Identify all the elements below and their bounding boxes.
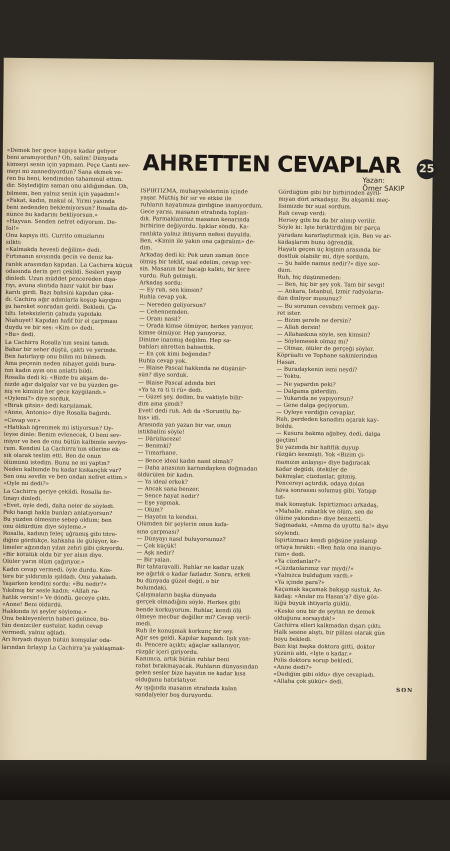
text-line: olduğunu hatırlatıyor. xyxy=(135,677,198,685)
text-line: söylendi. xyxy=(274,530,301,537)
text-line: Ölüler yarın ölüm çağırıyor.» xyxy=(2,559,85,567)
text-line: istikbalini söyle! xyxy=(137,429,185,436)
text-line: kimseyi senin için yapmam. Peçe Canti sev- xyxy=(6,161,131,170)
text-line: — Allah dersin! xyxy=(276,324,321,331)
text-line: «Kalmakda hevesli değilim» dedi. xyxy=(5,247,102,255)
text-line: Ben, «Kimin ile yakın ona çağıralım» de- xyxy=(139,237,255,246)
text-line: Hayatı geçen üç kişinin arasında bir xyxy=(277,246,381,254)
text-line: — Ankara, İstanbul, İzmir radyoların- xyxy=(277,288,384,297)
text-line: — Bence ideal kadın nasıl olmalı? xyxy=(137,457,233,465)
text-line: medi. xyxy=(135,620,152,628)
text-line: mıyan dört arkadaşız. Bu akşamki meç- xyxy=(278,196,391,204)
text-line: Dinime inanmış değilim. Hep sa- xyxy=(138,337,232,345)
text-line: kimse ölmüyor. Hep yanıyoruz. xyxy=(138,330,227,337)
text-line: — Sence hayat nedir? xyxy=(137,493,200,500)
text-line: Onu kapıya itti. Currito omuzlarını xyxy=(5,232,105,240)
text-line: bakmışlar, cüzdanlar, gitmiş. xyxy=(275,473,357,481)
text-line: fol!» xyxy=(5,225,19,232)
text-line: sandalyeler boş duruyordu. xyxy=(135,691,213,699)
text-line: — Yoktu. xyxy=(276,374,302,381)
text-line: dık. Parmaklarımız masanın kenarında xyxy=(140,216,250,224)
text-line: sün? diye sorduk. xyxy=(138,372,189,380)
text-line: rum» dedi. xyxy=(274,551,306,558)
text-line: Şu yazımda bir hafiflik duyup xyxy=(275,445,359,452)
text-line: dı. Pencere açıktı; ağaçlar sallanıyor, xyxy=(135,642,241,650)
text-line: dı. Cachira ağır adımlarla koşup kayığını xyxy=(5,296,122,304)
text-line: bahları ahretten bahsettik. xyxy=(138,344,215,352)
text-line: larından fırlayıp La Cachirraʼya yaklaşmak- xyxy=(1,644,125,652)
text-line: Ama peçenin neden nihayet geldi bura- xyxy=(4,360,117,368)
text-line: lüğü büyük ihtiyarla güldü. xyxy=(274,601,352,608)
text-line: Hasan. xyxy=(276,359,297,367)
text-line: «Ya ta ra ti ti rü» dedi. xyxy=(138,386,203,394)
text-line: olduğunu sorsaydık!» xyxy=(273,615,336,622)
text-line: Evet! dedi ruh. Adı da «Soruntlu ba- xyxy=(138,408,242,416)
text-line: vurdu. Ruh gelmişti. xyxy=(139,273,198,280)
text-line: «Anne! Beni öldürdü. xyxy=(2,601,63,609)
text-line: yaradanı kararlaştırmak için. Ben ve ar- xyxy=(277,232,392,240)
text-line: Arasında yan yazan bir var, onun xyxy=(137,422,232,430)
text-line: — Bizim şerefe ne dersin? xyxy=(277,317,352,325)
text-line: — Gene dalga geçiyorum. xyxy=(276,402,350,410)
text-line: gerçek olmadığını söyle. Herkes gibi xyxy=(136,599,241,607)
text-line: hava sonrasını solumuş gibi. Yatışıp xyxy=(275,487,377,495)
text-line: Polis doktoru sorup bekledi. xyxy=(273,657,354,665)
text-line: — Bir yalan. xyxy=(136,557,172,564)
text-line: Yaşarken kendini sordu: «Bu nedir?» xyxy=(2,580,107,588)
text-line: Gördüğüm gibi bir birbirinden ayrıl- xyxy=(278,189,382,197)
text-line: «Cüzdanlarımız var mıydı?» xyxy=(274,565,354,573)
text-line: — Nereden geliyorsun? xyxy=(139,301,206,309)
text-line: ren bu beni, kendimden tahammül ettim. xyxy=(6,176,123,184)
byline-label: Yazan: xyxy=(362,176,385,185)
text-line: Arı feryadı duyan bütün komşular oda- xyxy=(1,637,112,645)
text-line: Ölümden bir şeylerin onun kafa- xyxy=(136,521,229,529)
text-line: «Ya cüzdanlar?» xyxy=(274,558,321,565)
text-line: Rosalla, kadının feleç uğramış gibi titre- xyxy=(2,530,117,539)
text-line: dostluk olabilir mi, diye sordum. xyxy=(277,253,370,261)
text-line: Ruhla cevap yok. xyxy=(139,294,188,302)
article-title: AHRETTEN CEVAPLAR xyxy=(142,151,402,179)
text-line: bolumdaki. xyxy=(136,585,168,592)
text-line: — Tımarhane. xyxy=(137,450,178,458)
text-line: Hakkında iyi şeyler söyleme.» xyxy=(1,608,87,616)
text-line: «Yalnızca bulduğum vardı.» xyxy=(274,572,353,580)
text-line: diğini gördükçe, kahkaha ile gülüyor, ke- xyxy=(2,537,119,546)
text-line: mak konuştuk. İspirtizmacı arkadaş, xyxy=(275,501,379,509)
text-line: rum. Kendini La Cachirraʼnın ellerine ek- xyxy=(3,445,121,453)
text-line: «Dediğim gibi oldu» diye cevapladı. xyxy=(273,672,375,680)
text-line: bu dünyada güzel değil, o bir xyxy=(136,578,220,586)
text-line: Gece yarısı, masanın etrafında toplan- xyxy=(140,209,249,217)
text-line: Kaçamak kaçamak bakışıp sustuk. Ar- xyxy=(274,586,382,595)
text-line: Bazı kişi başka doktora gitti, doktor xyxy=(273,643,376,651)
text-line: Peki hangi hakla bunları anlatıyorsun? xyxy=(3,509,113,517)
text-line: bilmem, ben yalnız senin için yaşadım!» xyxy=(6,190,120,198)
text-line: rüzgârı kesmişti. Yok «Bizim çi- xyxy=(275,452,365,460)
text-line: öldürülen bir kadın. xyxy=(137,471,194,479)
text-line: «Fakat, kadın, makul ol. Yirmi yasında xyxy=(6,197,115,205)
text-line: «Bu» dedi. xyxy=(4,332,36,339)
text-line: «Cevap ver.» xyxy=(3,417,41,424)
text-line: Sağmadaki, «Amma da uyuttu ha!» diye xyxy=(274,523,389,531)
text-line: İSPİRTİZMA, muhayyelelerinin içinde xyxy=(140,188,248,196)
text-line: «Anne dedi?» xyxy=(273,664,312,672)
article-end-mark: SON xyxy=(396,687,414,694)
text-line: rüzgâr içeri giriyordu. xyxy=(135,649,199,656)
text-line: ortaya bıraktı: «Ben hala ona inanıyo- xyxy=(274,544,382,552)
table-surface xyxy=(0,760,450,800)
text-line: Pencereyi açtırdık, odaya dolan xyxy=(275,480,365,488)
text-line: Ruh cevap verdi: xyxy=(278,210,327,218)
text-line: — Ya ideal erkek? xyxy=(137,479,188,486)
text-line: odasında derin geri çekildi. Sesleri yayıp xyxy=(5,268,122,276)
text-line: — Aşk nedir? xyxy=(136,549,175,557)
text-line: Arkadaş dedi ki: Pek uzun zaman önce xyxy=(139,252,249,260)
text-line: tün denizciler sustular, kadın cevap xyxy=(1,623,103,631)
text-line: Söyle ki: İşte biriktirdiğim bir parça xyxy=(278,225,381,233)
text-line: dum. xyxy=(277,267,292,274)
text-line: leyse dinle: Benim evlenecek, O beni sev- xyxy=(3,431,122,439)
text-line: dinledi. Uzun müddet pencereden dışa- xyxy=(5,275,118,283)
text-line: Çalışmaların başka dünyada xyxy=(136,592,217,600)
text-line: Rosalla dedi ki: «Bizde bu akşam de- xyxy=(4,374,109,382)
left-column-text xyxy=(0,148,135,839)
text-line: yaşar. Müthiş bir sır ve etkisi ile xyxy=(140,195,232,203)
text-line: duydu ve bir ses: «Kim o» dedi. xyxy=(4,325,95,333)
text-line: Yıkılmış bir sesle kadın: «Allah ra- xyxy=(2,587,100,595)
text-line: Arkadaş sordu: xyxy=(139,280,183,287)
text-line: — Ben, hiç bir şey yok. Tam bir sevgi! xyxy=(277,281,385,289)
text-line: niş ve kiminiz her gece kaygılandı.» xyxy=(4,388,107,397)
text-line: Ruhla cevap yok. xyxy=(138,358,187,365)
text-line: Ağır ses geldi. Kapılar kapandı. Işık yan- xyxy=(135,635,251,643)
text-line: lisimizde bir sual sordum. xyxy=(278,203,352,211)
text-line: — Hayatın ta kendisi. xyxy=(136,514,198,522)
text-line: ret ister. xyxy=(277,310,302,317)
newspaper-page xyxy=(0,58,434,787)
text-line: — Güzel şey, dedim, bu vaktiyle bilir- xyxy=(138,393,244,402)
text-line: — Oranı nasıl? xyxy=(139,315,181,323)
text-line: tıltı. İsteksizlerin çahudu yapıdakı xyxy=(5,310,102,318)
middle-column-text xyxy=(134,188,271,849)
text-line: Köprüaltı ve Tophane sakinlerinden xyxy=(276,352,378,360)
text-line: geçtim! xyxy=(275,437,298,445)
text-line: «Hayvan. Senden nefret ediyorum. De- xyxy=(6,218,117,226)
text-line: sik olarak teslim etti. Ben de onun xyxy=(3,452,102,460)
text-line: karıtı girdi. Bazı bahsini kapıdan çıka- xyxy=(5,289,114,297)
text-line: — Daha anasının karnındayken doğmadan xyxy=(137,464,258,473)
text-line: Bu yüzden ölmesine sebep oldum; ben xyxy=(2,516,112,524)
text-line: rahat bırakmayacak. Ruhların dünyasından xyxy=(135,663,259,671)
text-line: Ruh ile konuşmak korkunç bir sey. xyxy=(135,627,234,636)
text-line: — Öyleye verdiğin cevaplar. xyxy=(276,409,356,417)
text-line: «Birak gitsin» dedi karşılamak. xyxy=(4,403,93,411)
text-line: Ruh, perdeden kanadını açarak kay- xyxy=(276,416,379,424)
text-line: nizde ağır dalgalar var ve bu yüzden ge- xyxy=(4,381,119,390)
text-line: beni aramıyordun? Oh, salim! Dünyada xyxy=(6,154,119,163)
text-line: — Eşe yapmak. xyxy=(137,500,181,507)
text-line: kadar değildi, ötekiler de xyxy=(275,466,348,474)
text-line: «Bir kötülük oldu bir yer alsın diye. xyxy=(2,552,104,560)
text-line: — Buradaykenin ismi neydi? xyxy=(276,366,358,374)
text-line: — Allahaskına söyle, sen kimsin? xyxy=(276,331,371,339)
text-line: sına çarpması? xyxy=(136,528,180,536)
text-line: sin. Masanın bir bacağı kalktı, bir kere xyxy=(139,266,250,274)
text-line: ranlık arasından kapıdan. La Cachirra küçük xyxy=(5,261,133,269)
text-line: — En çok kimi beğendin? xyxy=(138,351,211,359)
text-line: — Şu halde namus nedir?» diye sor- xyxy=(277,260,380,268)
text-line: «Hatikalı öğrenmek mi istiyorsun? Öy- xyxy=(3,424,114,432)
text-line: Ay ışığında masanın etrafında kalan xyxy=(135,684,237,692)
text-line: Ben hatırlayıp onu bilim mi bilmedi. xyxy=(4,353,107,361)
text-line: dan dinliyor musunuz? xyxy=(277,296,342,303)
text-line: «Demek her gece kapıya kadar geliyor xyxy=(6,147,117,155)
text-line: dir. Söylediğim saman onu aldığımdan. Oh, xyxy=(6,183,129,191)
text-line: — Blaise Pascal hakkında ne düşünür- xyxy=(138,365,247,373)
text-line: Niahuyet! Kapıdan hafif bir el çarpması xyxy=(5,318,118,326)
text-line: kadaş: «Anılar mı Hasan'a? diye göz- xyxy=(274,593,379,602)
text-line: dim ama şimdi? xyxy=(138,401,183,408)
text-line: — Söylemesek olmaz mı? xyxy=(276,338,349,346)
text-line: Hersey gibi bu da bir alınıp verilir. xyxy=(278,218,377,226)
text-line: Bir tahtaravalli. Ruhlar ne kadar uzak xyxy=(136,564,245,572)
text-line: Fırtınanın sıvısında gecin ve deniz ka- xyxy=(5,254,114,262)
text-line: — Orada kimse ölmüyor, herkes yanıyor, xyxy=(138,322,254,331)
byline-author: Ömer SAKIP xyxy=(362,184,405,193)
text-line: his» idi. xyxy=(138,415,161,422)
text-line: ruhların hayatımıza girdiğine inanıyordum. xyxy=(140,202,263,210)
text-line: ölmeye mecbur değiller mi? Cevap veril- xyxy=(135,613,251,622)
text-line: — Cehennemden. xyxy=(139,308,190,316)
text-line: — Blaise Pascal adında biri xyxy=(138,379,216,387)
text-line: «Allaha çok şükür» dedi. xyxy=(273,679,344,686)
text-line: — Ölüm? xyxy=(137,507,163,514)
text-line: Ruh, hiç düşünmeden: xyxy=(277,274,342,282)
text-line: meyi mi zannediyordun? Sana ekmek ve- xyxy=(6,169,123,177)
text-line: tere bir yıldırımla ışıldadı. Onu yakaladı. xyxy=(2,573,118,581)
text-line: ölmüş bir teklif, sual edelim, cevap ver- xyxy=(139,259,252,267)
text-line: «Mahalle, rahatlık ve ölüm, sen de xyxy=(275,508,374,516)
text-line: boyu bekledi. xyxy=(273,636,312,643)
text-line: nın kadın ayın onu anlattı bildi. xyxy=(4,367,94,375)
text-line: limeler ağzından yılan zehri gibi çıkıyordu. xyxy=(2,545,125,553)
text-line: — Ne yapardın peki? xyxy=(276,381,336,388)
right-column-text xyxy=(272,190,419,851)
text-line: dim. xyxy=(139,244,153,252)
text-line: «Keske onu bir de şeytan ne demek xyxy=(273,608,375,616)
text-line: ölüme yakındın» diye benzetti. xyxy=(274,515,363,523)
text-line: «Ya içinde para?» xyxy=(274,579,325,587)
text-line: — Dalgama giderdim. xyxy=(276,388,339,395)
text-line: — Dârüllaceze! xyxy=(137,436,182,443)
text-line: — Dünyayı nasıl buluyorsunuz? xyxy=(136,535,226,543)
text-line: tut- xyxy=(275,494,286,501)
text-line: — Ey ruh, sen kimsin? xyxy=(139,287,203,295)
text-line: ranlıkta yalnız ihtiyarın nefesi duyuldu. xyxy=(139,230,252,238)
text-line: Onu bekleyenlerin haberi gelince, bü- xyxy=(1,615,110,624)
text-line: hatlık versin!» Ve döndü, geceye çıktı. xyxy=(2,594,111,602)
text-line: Halk sesine alıştı, bir pillası olarak gün xyxy=(273,629,385,637)
page-number: 25 xyxy=(417,159,437,179)
text-line: — Ancak sana benzer. xyxy=(137,486,200,493)
text-line: «Öyle mi dedi?» xyxy=(3,481,49,488)
text-line: Kadın cevap vermedi, öyle durdu. Kös- xyxy=(2,566,112,574)
text-line: silkti: xyxy=(5,240,22,247)
text-line: nünce bu kadarını bekliyorsun.» xyxy=(6,211,98,219)
text-line: Cachirra elleri kalkmadan dışarı çıktı. xyxy=(273,622,382,630)
text-line: yüzünü aldı, «İşte o kadar.» xyxy=(273,650,352,658)
text-line: mamızın anlayışı» diye bağıracak xyxy=(275,459,371,467)
text-line: — Kusura bakma ağabey, dedi, dalga xyxy=(275,430,381,438)
text-line: gelen sesler bize hayatın ne kadar kısa xyxy=(135,670,246,678)
text-line: miyor ve ben de onu bütün kalbimle seviyo- xyxy=(3,438,128,446)
text-line: — Benimki? xyxy=(137,443,172,450)
text-line: bende korkuyorum. Ruhlar, kendi ölü xyxy=(136,606,242,614)
text-line: ise ağırlık o kadar fazladır. Sonra, erkek xyxy=(136,571,251,579)
text-line: — Yukarıda ne yapıyorsun? xyxy=(276,395,354,403)
text-line: Neden kalbimde bu kadar kıskançlık var? xyxy=(3,467,122,475)
text-line: İspirtizmacı kendi göğsüne yaslanıp xyxy=(274,537,377,545)
text-line: şu hareket sonradan geldi. Bekledi. Ça- xyxy=(5,303,118,312)
text-line: kadaşlarım bunu öğrendik. xyxy=(277,239,355,247)
text-line: Bahar bir seher düştü, çaktı ve yerinde. xyxy=(4,346,118,354)
text-line: Kanımca, artık bütün ruhlar beni xyxy=(135,656,230,664)
text-line: rıyı, avuna slıntıda hazır vakit bir bası xyxy=(5,282,114,290)
text-line: «Anne, Antonio» diye Rosalla bağırdı. xyxy=(4,410,112,418)
text-line: — Çok küçük! xyxy=(136,542,177,550)
text-line: — Bu sorunun cevabını vermek gay- xyxy=(277,303,380,311)
text-line: La Cachirra Rosallaʼnın sesini tanıdı. xyxy=(4,339,110,347)
text-line: ölümünü istedim. Bunu ne mi yaptın? xyxy=(3,459,110,468)
text-line: — Olmaz, ölüler de gerçeği söyler. xyxy=(276,345,375,353)
text-line: «Evet, öyle dedi, daha neler de söyledi. xyxy=(3,502,115,510)
text-line: vermedi, yalnız ağladı. xyxy=(1,630,67,637)
text-line: Sen onu sevdin ve ben ondan nefret ettim.» xyxy=(3,474,128,482)
text-line: birbirine değiyordu. Işıklar söndü. Ka- xyxy=(140,223,249,231)
text-line: beni nedenden beklemiyorsun? Rosalla dö- xyxy=(6,204,128,212)
text-line: boldu. xyxy=(275,423,294,430)
text-line: tınayı dinledi. xyxy=(3,495,43,502)
text-line: La Cachirra geriye çekildi. Rosalla fır- xyxy=(3,488,112,496)
text-line: onu öldürdüm diye söyleme.» xyxy=(2,523,87,531)
text-line: «Öylemi?» diye sorduk. xyxy=(4,396,71,403)
